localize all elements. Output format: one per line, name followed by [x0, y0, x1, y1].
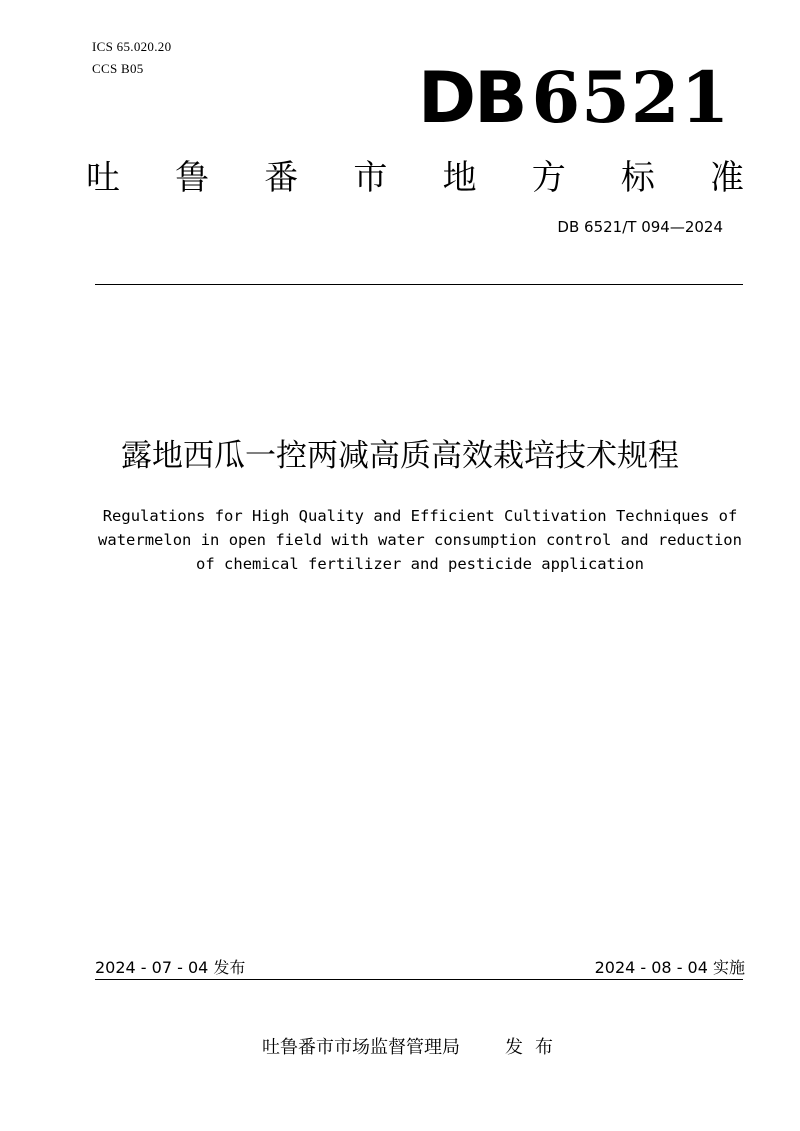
standard-type-char: 吐 [86, 157, 120, 198]
english-title-line: watermelon in open field with water consumption control and reduction [98, 531, 742, 549]
standard-type-char: 市 [353, 157, 388, 198]
english-title [60, 504, 780, 576]
standard-type-heading [85, 152, 745, 196]
db-standard-logo [418, 58, 730, 138]
ccs-code: CCS B05 [92, 61, 144, 76]
bottom-divider [95, 979, 743, 980]
standard-type-char: 地 [442, 157, 477, 198]
standard-type-char: 准 [709, 157, 744, 198]
chinese-title: 露地西瓜一控两减高质高效栽培技术规程 [121, 438, 679, 474]
ics-code: ICS 65.020.20 [92, 39, 172, 54]
publish-date: 2024 - 07 - 04 发布 [95, 958, 246, 977]
db-logo-number: 6521 [531, 56, 731, 139]
standard-type-char: 标 [620, 157, 655, 198]
standard-type-char: 方 [531, 157, 566, 198]
standard-number: DB 6521/T 094—2024 [557, 218, 723, 236]
implementation-date: 2024 - 08 - 04 实施 [594, 958, 745, 977]
standard-type-char: 番 [264, 157, 299, 198]
issue-label: 发布 [505, 1037, 565, 1058]
standard-type-char: 鲁 [175, 157, 210, 198]
top-divider [95, 284, 743, 285]
english-title-line: of chemical fertilizer and pesticide application [196, 555, 644, 573]
issuing-authority: 吐鲁番市市场监督管理局 [262, 1037, 460, 1058]
english-title-line: Regulations for High Quality and Efficient Cultivation Techniques of [102, 507, 738, 525]
db-logo-prefix: DB [418, 57, 526, 139]
